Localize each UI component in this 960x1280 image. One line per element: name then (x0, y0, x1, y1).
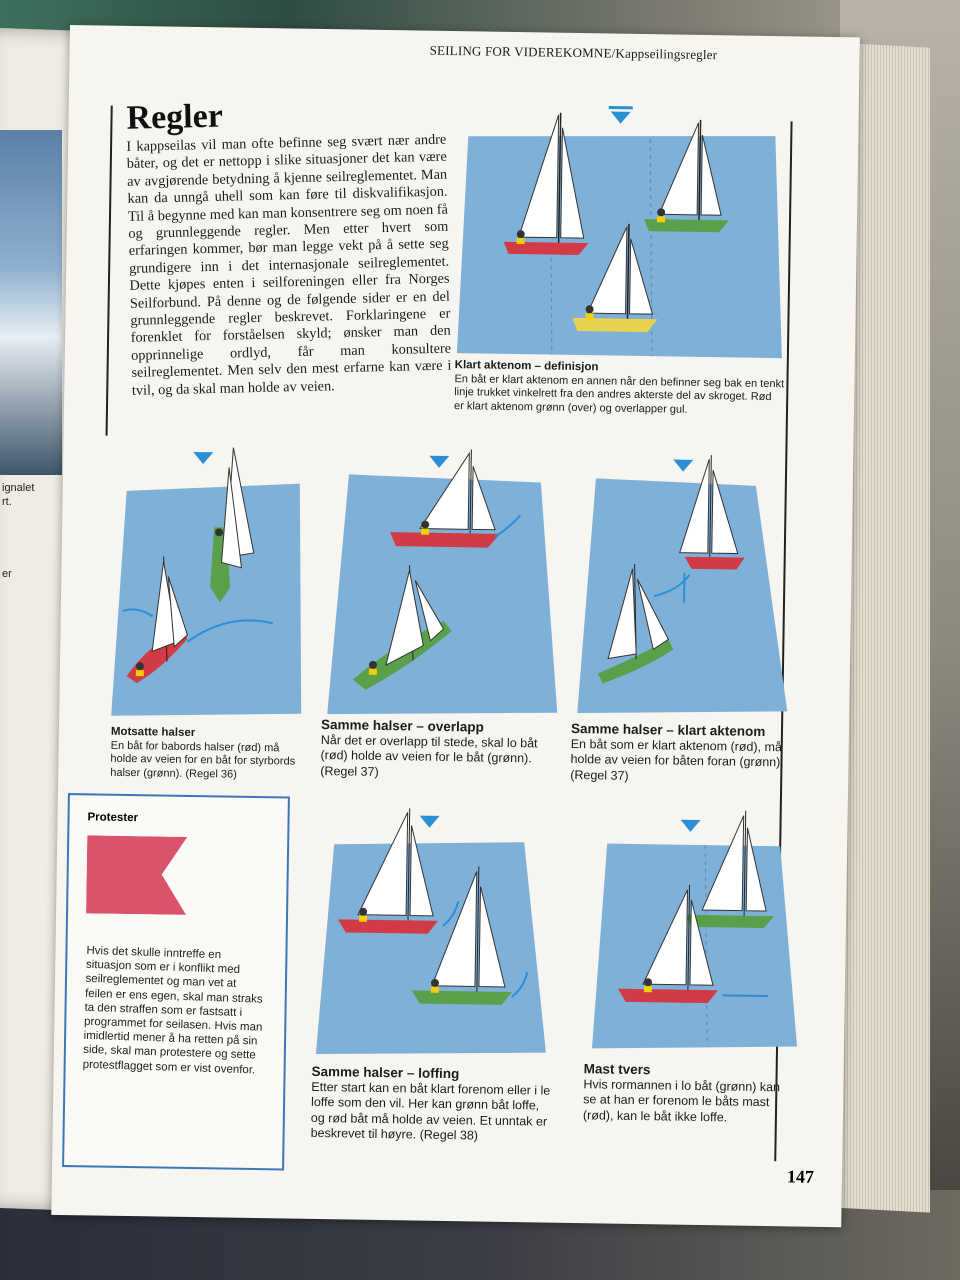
left-page-fragment: er (2, 568, 12, 580)
caption-body: Etter start kan en båt klart forenom eller i le loffe som den vil. Her kan grønn båt loffe, og rød båt må holde av veien. Et unntak er beskrevet til høyre. (Regel 38) (310, 1079, 551, 1143)
caption-title: Mast tvers (583, 1061, 651, 1078)
column-rule (106, 106, 113, 436)
direction-arrow (723, 995, 768, 996)
wind-arrow-icon (419, 816, 439, 828)
diagram-mast-tvers (592, 803, 811, 1056)
caption-title: Klart aktenom – definisjon (454, 359, 599, 374)
intro-text: I kappseilas vil man ofte befinne seg svært nær andre båter, og det er nettopp i slike situasjoner det kan være av avgjørende betydning å kjenne seilreglementet. Man kan da unngå uhell som kan føre til diskvalifikasjon. Til å begynne med kan man konsentrere seg om noen få og grunnleggende regler. Men etter hvert som erfaringen kommer, bør man legge vekt på å sette seg grundigere inn i det internasjonale seilreglementet. Dette kjøpes enten i seilforeningen eller fra Norges Seilforbund. På denne og de følgende sider er en del grunnleggende regler beskrevet. Forklaringene er forenklet for forståelsen skyld; ønsker man den opprinnelige ordlyd, får man konsultere seilreglementet. Men selv den mest erfarne kan være i tvil, og da skal man holde av veien. (126, 131, 452, 399)
left-page-fragment: rt. (2, 496, 12, 508)
wind-arrow-icon (429, 456, 449, 468)
diagram-samme-halser-loffing (316, 799, 560, 1063)
protester-text: Hvis det skulle inntreffe en situasjon som er i konflikt med seilreglementet og man vet at feilen er ens egen, skal man straks ta den straffen som er fastsatt i programmet for seilasen. Hvis man imidlertid mener å ha retten på sin side, skal man protestere og sette protestflagget som er vist ovenfor. (82, 944, 263, 1077)
protest-flag-icon (86, 835, 187, 915)
water-area (316, 839, 549, 1058)
caption-body: Hvis rormannen i lo båt (grønn) kan se at han er forenom le båts mast (rød), kan le båt ikke loffe. (582, 1076, 781, 1124)
caption-body: En båt er klart aktenom en annen når den befinner seg bak en tenkt linje trukket vinkelrett fra den andres akterste del av skroget. Rød er klart aktenom grønn (over) og overlapper gul. (453, 372, 785, 416)
wind-arrow-icon (680, 820, 700, 832)
caption-motsatte-halser (110, 726, 306, 783)
book-page (51, 25, 860, 1227)
left-page-fragment: ignalet (2, 482, 35, 494)
caption-body: En båt som er klart aktenom (rød), må holde av veien for båten foran (grønn). (Regel 37) (570, 736, 784, 783)
left-page-photo (0, 130, 62, 475)
protester-title: Protester (87, 811, 139, 825)
caption-samme-halser-loffing (310, 1064, 556, 1145)
diagram-motsatte-halser (111, 436, 316, 729)
page-number: 147 (786, 1166, 815, 1187)
water-area (111, 481, 305, 719)
wind-arrow-icon (611, 112, 631, 124)
caption-title: Samme halser – overlapp (320, 717, 484, 735)
wind-arrow-icon (193, 452, 213, 464)
caption-klart-aktenom (454, 359, 785, 418)
diagram-samme-halser-overlapp (327, 439, 567, 733)
page-title: Regler (126, 97, 224, 137)
caption-title: Samme halser – klart aktenom (570, 720, 766, 740)
diagram-klart-aktenom (457, 91, 791, 366)
running-header: SEILING FOR VIDEREKOMNE/Kappseilingsregler (429, 42, 718, 63)
caption-samme-halser-klart-aktenom (570, 721, 796, 787)
wind-arrow-icon (673, 460, 693, 472)
diagram-samme-halser-klart-aktenom (577, 443, 807, 736)
caption-samme-halser-overlapp (320, 717, 556, 783)
caption-title: Samme halser – loffing (311, 1063, 460, 1082)
caption-body: En båt for babords halser (rød) må holde av veien for en båt for styrbords halser (grønn). (Regel 36) (110, 739, 296, 781)
caption-title: Motsatte halser (110, 725, 196, 740)
protester-box (62, 793, 290, 1170)
caption-mast-tvers (583, 1061, 794, 1126)
caption-body: Når det er overlapp til stede, skal lo båt (rød) holde av veien for le båt (grønn). (Regel 37) (320, 732, 538, 779)
